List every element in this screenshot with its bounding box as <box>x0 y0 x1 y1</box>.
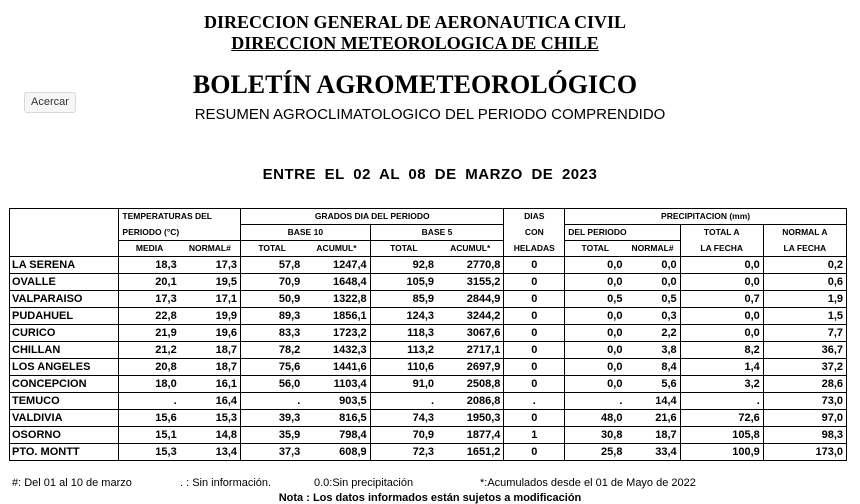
table-row <box>10 376 847 393</box>
header-line-1: DIRECCION GENERAL DE AERONAUTICA CIVIL <box>203 12 627 32</box>
cell-heladas: 0 <box>504 359 565 376</box>
cell-total-fecha: 0,7 <box>680 291 763 308</box>
cell-normal: 14,8 <box>180 427 241 444</box>
table-row <box>10 359 847 376</box>
table-row <box>10 257 847 274</box>
cell-heladas: 0 <box>504 325 565 342</box>
station-name: VALPARAISO <box>10 291 119 308</box>
cell-b5-acum: 3067,6 <box>437 325 504 342</box>
cell-pp-total: 0,0 <box>565 308 626 325</box>
cell-total-fecha: 0,0 <box>680 308 763 325</box>
cell-pp-total: 0,5 <box>565 291 626 308</box>
station-name: CURICO <box>10 325 119 342</box>
agroclimatic-table <box>9 208 847 461</box>
table-row <box>10 393 847 410</box>
column-header: TOTAL <box>241 241 304 257</box>
cell-b5-total: 91,0 <box>370 376 437 393</box>
cell-total-fecha: 100,9 <box>680 444 763 461</box>
cell-pp-normal: 0,0 <box>625 274 680 291</box>
precip-group-header: PRECIPITACION (mm) <box>565 209 847 225</box>
column-header: NORMAL# <box>625 241 680 257</box>
table-row <box>10 410 847 427</box>
footnote-nota: Nota : Los datos informados están sujetos a modificación <box>278 492 582 504</box>
cell-normal-fecha: 36,7 <box>763 342 846 359</box>
cell-media: 15,3 <box>119 444 180 461</box>
gd-group-header: GRADOS DIA DEL PERIODO <box>241 209 504 225</box>
cell-pp-total: 30,8 <box>565 427 626 444</box>
cell-normal-fecha: 0,2 <box>763 257 846 274</box>
totala-header: TOTAL A <box>680 225 763 241</box>
cell-b10-total: 89,3 <box>241 308 304 325</box>
cell-heladas: 0 <box>504 342 565 359</box>
cell-media: . <box>119 393 180 410</box>
column-header: HELADAS <box>504 241 565 257</box>
cell-pp-normal: 8,4 <box>625 359 680 376</box>
cell-normal: 13,4 <box>180 444 241 461</box>
station-name: LOS ANGELES <box>10 359 119 376</box>
cell-b5-total: . <box>370 393 437 410</box>
cell-b10-total: . <box>241 393 304 410</box>
cell-heladas: 0 <box>504 376 565 393</box>
cell-normal: 19,6 <box>180 325 241 342</box>
cell-total-fecha: 0,0 <box>680 325 763 342</box>
station-name: PUDAHUEL <box>10 308 119 325</box>
station-name: CHILLAN <box>10 342 119 359</box>
temp-group-header: TEMPERATURAS DEL <box>119 209 241 225</box>
station-name: OVALLE <box>10 274 119 291</box>
cell-b5-total: 110,6 <box>370 359 437 376</box>
cell-b5-acum: 2844,9 <box>437 291 504 308</box>
cell-b10-acum: 1432,3 <box>303 342 370 359</box>
cell-b5-acum: 2770,8 <box>437 257 504 274</box>
cell-media: 22,8 <box>119 308 180 325</box>
cell-heladas: 0 <box>504 274 565 291</box>
cell-heladas: 0 <box>504 257 565 274</box>
cell-heladas: . <box>504 393 565 410</box>
cell-media: 20,1 <box>119 274 180 291</box>
table-row <box>10 444 847 461</box>
cell-b5-acum: 3155,2 <box>437 274 504 291</box>
cell-normal: 18,7 <box>180 359 241 376</box>
cell-normal: 15,3 <box>180 410 241 427</box>
cell-normal-fecha: 0,6 <box>763 274 846 291</box>
cell-media: 18,3 <box>119 257 180 274</box>
cell-b5-acum: 2086,8 <box>437 393 504 410</box>
cell-b10-total: 39,3 <box>241 410 304 427</box>
cell-b10-acum: 1103,4 <box>303 376 370 393</box>
cell-normal-fecha: 173,0 <box>763 444 846 461</box>
footnote-accumulated: *:Acumulados desde el 01 de Mayo de 2022 <box>480 477 696 489</box>
cell-b10-total: 75,6 <box>241 359 304 376</box>
cell-heladas: 0 <box>504 308 565 325</box>
cell-b5-acum: 2697,9 <box>437 359 504 376</box>
cell-b5-total: 92,8 <box>370 257 437 274</box>
cell-pp-normal: 33,4 <box>625 444 680 461</box>
cell-total-fecha: 3,2 <box>680 376 763 393</box>
column-header: ACUMUL* <box>437 241 504 257</box>
cell-normal: 18,7 <box>180 342 241 359</box>
column-header: TOTAL <box>565 241 626 257</box>
station-header-cell <box>10 209 119 225</box>
table-row <box>10 291 847 308</box>
column-header: ACUMUL* <box>303 241 370 257</box>
cell-b10-acum: 1322,8 <box>303 291 370 308</box>
cell-normal: 17,3 <box>180 257 241 274</box>
cell-total-fecha: 72,6 <box>680 410 763 427</box>
cell-pp-total: 48,0 <box>565 410 626 427</box>
cell-b10-acum: 1648,4 <box>303 274 370 291</box>
cell-total-fecha: 0,0 <box>680 274 763 291</box>
cell-normal-fecha: 7,7 <box>763 325 846 342</box>
cell-total-fecha: 0,0 <box>680 257 763 274</box>
cell-b5-total: 74,3 <box>370 410 437 427</box>
cell-b10-acum: 1723,2 <box>303 325 370 342</box>
base10-header: BASE 10 <box>241 225 371 241</box>
normala-header: NORMAL A <box>763 225 846 241</box>
cell-b5-acum: 2508,8 <box>437 376 504 393</box>
column-header: NORMAL# <box>180 241 241 257</box>
cell-pp-normal: 14,4 <box>625 393 680 410</box>
cell-normal: 16,1 <box>180 376 241 393</box>
cell-pp-total: 0,0 <box>565 376 626 393</box>
cell-normal-fecha: 1,9 <box>763 291 846 308</box>
station-name: OSORNO <box>10 427 119 444</box>
cell-b10-total: 78,2 <box>241 342 304 359</box>
cell-normal-fecha: 1,5 <box>763 308 846 325</box>
cell-b5-total: 72,3 <box>370 444 437 461</box>
cell-b10-acum: 816,5 <box>303 410 370 427</box>
station-name: CONCEPCION <box>10 376 119 393</box>
cell-pp-normal: 2,2 <box>625 325 680 342</box>
cell-b5-total: 113,2 <box>370 342 437 359</box>
station-name: PTO. MONTT <box>10 444 119 461</box>
cell-b5-acum: 2717,1 <box>437 342 504 359</box>
cell-normal-fecha: 37,2 <box>763 359 846 376</box>
cell-pp-normal: 0,0 <box>625 257 680 274</box>
cell-total-fecha: 8,2 <box>680 342 763 359</box>
cell-heladas: 1 <box>504 427 565 444</box>
dias-header: DIAS <box>504 209 565 225</box>
table-row <box>10 427 847 444</box>
column-header: TOTAL <box>370 241 437 257</box>
cell-normal: 19,9 <box>180 308 241 325</box>
station-name: VALDIVIA <box>10 410 119 427</box>
cell-b10-total: 35,9 <box>241 427 304 444</box>
zoom-in-button[interactable]: Acercar <box>24 92 76 113</box>
cell-pp-normal: 21,6 <box>625 410 680 427</box>
cell-b5-acum: 1651,2 <box>437 444 504 461</box>
column-header: LA FECHA <box>680 241 763 257</box>
cell-total-fecha: 105,8 <box>680 427 763 444</box>
cell-b5-acum: 3244,2 <box>437 308 504 325</box>
column-header: LA FECHA <box>763 241 846 257</box>
cell-media: 20,8 <box>119 359 180 376</box>
cell-normal-fecha: 73,0 <box>763 393 846 410</box>
cell-b10-total: 50,9 <box>241 291 304 308</box>
cell-media: 21,9 <box>119 325 180 342</box>
cell-pp-normal: 0,3 <box>625 308 680 325</box>
station-name: TEMUCO <box>10 393 119 410</box>
cell-b10-acum: 1441,6 <box>303 359 370 376</box>
cell-normal-fecha: 97,0 <box>763 410 846 427</box>
delperiodo-header: DEL PERIODO <box>565 225 680 241</box>
cell-pp-total: 0,0 <box>565 325 626 342</box>
footnote-normal-period: #: Del 01 al 10 de marzo <box>12 477 132 489</box>
cell-normal: 16,4 <box>180 393 241 410</box>
table-row <box>10 342 847 359</box>
table-row <box>10 308 847 325</box>
cell-pp-total: 0,0 <box>565 257 626 274</box>
cell-b10-total: 37,3 <box>241 444 304 461</box>
cell-b5-total: 124,3 <box>370 308 437 325</box>
cell-b10-total: 70,9 <box>241 274 304 291</box>
cell-b5-acum: 1950,3 <box>437 410 504 427</box>
base5-header: BASE 5 <box>370 225 504 241</box>
cell-pp-total: 0,0 <box>565 274 626 291</box>
dias-header-2: CON <box>504 225 565 241</box>
cell-b10-total: 57,8 <box>241 257 304 274</box>
cell-pp-normal: 5,6 <box>625 376 680 393</box>
footnote-no-info: . : Sin información. <box>180 477 272 489</box>
cell-b10-acum: 798,4 <box>303 427 370 444</box>
cell-pp-total: 25,8 <box>565 444 626 461</box>
cell-b10-total: 83,3 <box>241 325 304 342</box>
cell-pp-normal: 0,5 <box>625 291 680 308</box>
bulletin-title: BOLETÍN AGROMETEOROLÓGICO <box>192 70 638 99</box>
cell-b10-total: 56,0 <box>241 376 304 393</box>
station-name: LA SERENA <box>10 257 119 274</box>
cell-pp-normal: 3,8 <box>625 342 680 359</box>
temp-group-header-2: PERIODO (°C) <box>119 225 241 241</box>
header-line-2 <box>0 33 830 53</box>
cell-normal-fecha: 28,6 <box>763 376 846 393</box>
cell-media: 15,1 <box>119 427 180 444</box>
cell-pp-normal: 18,7 <box>625 427 680 444</box>
cell-normal: 17,1 <box>180 291 241 308</box>
footnote-no-precip: 0.0:Sin precipitación <box>314 477 414 489</box>
cell-media: 21,2 <box>119 342 180 359</box>
cell-b5-total: 85,9 <box>370 291 437 308</box>
cell-b5-total: 70,9 <box>370 427 437 444</box>
cell-media: 18,0 <box>119 376 180 393</box>
cell-total-fecha: 1,4 <box>680 359 763 376</box>
header-line-2-text: DIRECCION METEOROLOGICA DE CHILE <box>231 33 599 53</box>
cell-media: 15,6 <box>119 410 180 427</box>
cell-heladas: 0 <box>504 410 565 427</box>
cell-b5-total: 118,3 <box>370 325 437 342</box>
column-header: MEDIA <box>119 241 180 257</box>
cell-b10-acum: 608,9 <box>303 444 370 461</box>
cell-total-fecha: . <box>680 393 763 410</box>
table-row <box>10 325 847 342</box>
cell-pp-total: 0,0 <box>565 359 626 376</box>
cell-pp-total: 0,0 <box>565 342 626 359</box>
cell-heladas: 0 <box>504 291 565 308</box>
table-row <box>10 274 847 291</box>
cell-pp-total: . <box>565 393 626 410</box>
cell-b5-acum: 1877,4 <box>437 427 504 444</box>
cell-b10-acum: 903,5 <box>303 393 370 410</box>
bulletin-subtitle: RESUMEN AGROCLIMATOLOGICO DEL PERIODO COMPRENDIDO <box>194 106 666 123</box>
cell-b10-acum: 1856,1 <box>303 308 370 325</box>
cell-normal-fecha: 98,3 <box>763 427 846 444</box>
period-range: ENTRE EL 02 AL 08 DE MARZO DE 2023 <box>262 166 598 183</box>
cell-b10-acum: 1247,4 <box>303 257 370 274</box>
cell-media: 17,3 <box>119 291 180 308</box>
cell-b5-total: 105,9 <box>370 274 437 291</box>
cell-heladas: 0 <box>504 444 565 461</box>
cell-normal: 19,5 <box>180 274 241 291</box>
